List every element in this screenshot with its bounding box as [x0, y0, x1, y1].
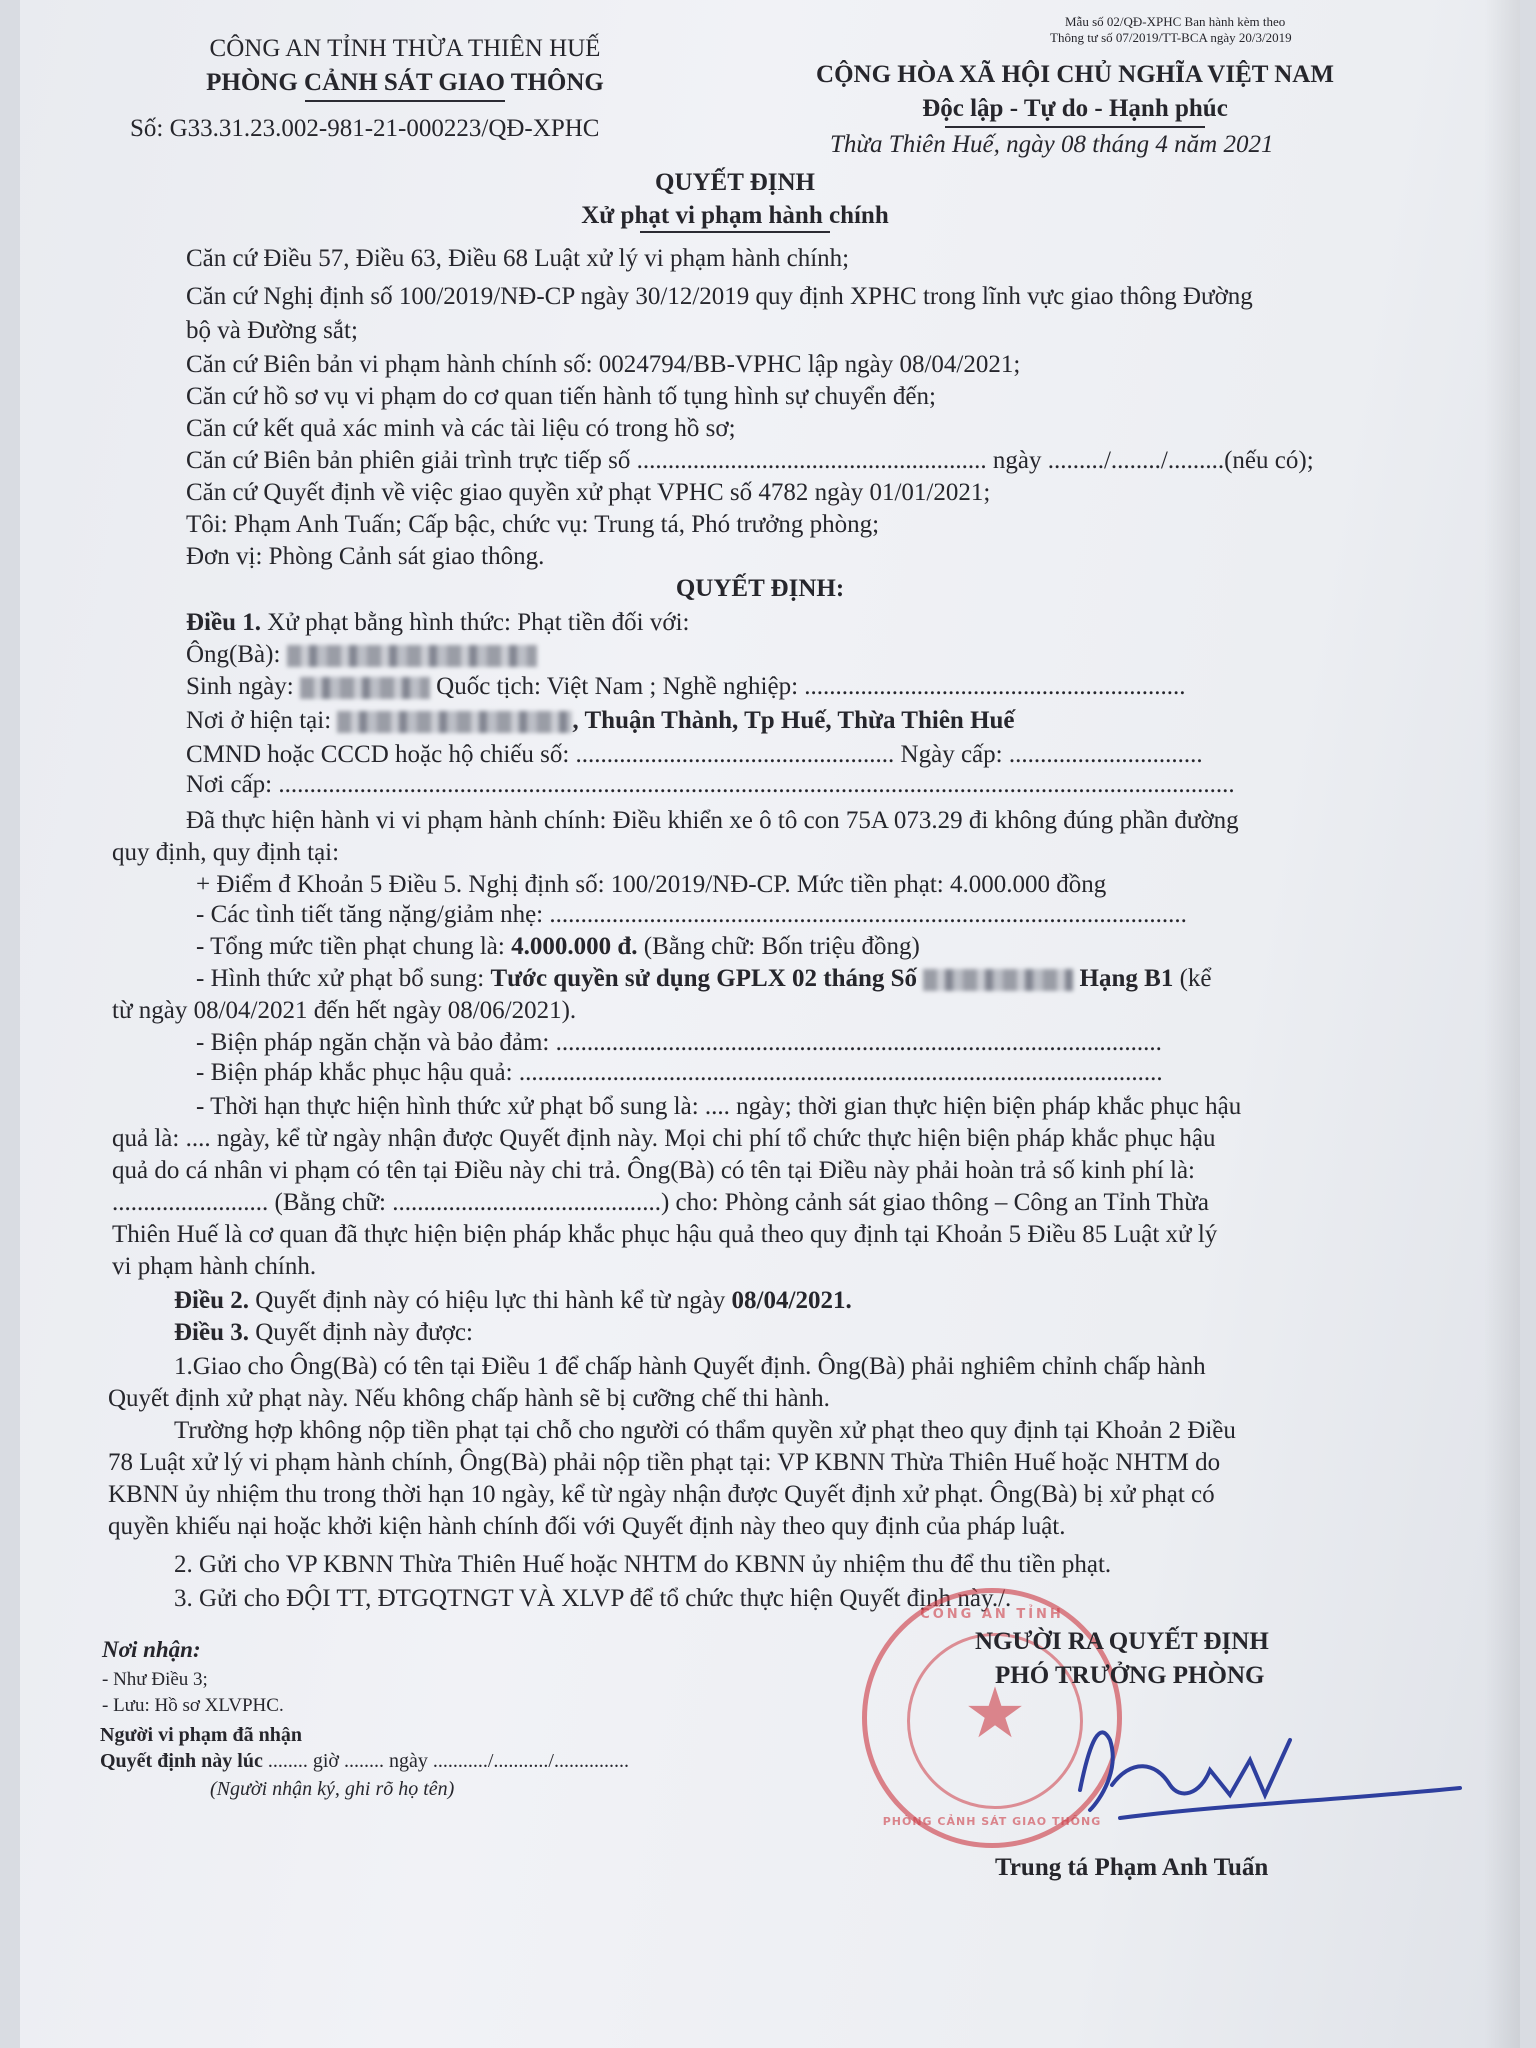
received-time-label: Quyết định này lúc: [100, 1750, 263, 1772]
star-emblem-icon: ★: [963, 1672, 1027, 1754]
received-time-line: [100, 1748, 629, 1774]
dob-label: Sinh ngày:: [186, 673, 294, 700]
department-name: PHÒNG CẢNH SÁT GIAO THÔNG: [206, 69, 604, 96]
total-fine-label: - Tổng mức tiền phạt chung là:: [196, 933, 505, 960]
additional-penalty-line: [196, 962, 1212, 995]
article2-label: Điều 2.: [174, 1287, 249, 1314]
article1-text: Xử phạt bằng hình thức: Phạt tiền đối với:: [267, 609, 690, 636]
document-page: [20, 0, 1520, 2048]
country-name: CỘNG HÒA XÃ HỘI CHỦ NGHĨA VIỆT NAM: [816, 61, 1334, 88]
name-label: Ông(Bà):: [186, 641, 281, 668]
total-fine-words: (Bằng chữ: Bốn triệu đồng): [643, 933, 920, 960]
signer-name: Trung tá Phạm Anh Tuấn: [995, 1854, 1269, 1881]
form-note-line2: Thông tư số 07/2019/TT-BCA ngày 20/3/2019: [1050, 30, 1292, 45]
article3-label: Điều 3.: [174, 1319, 249, 1346]
article3-item: 78 Luật xử lý vi phạm hành chính, Ông(Bà) phải nộp tiền phạt tại: VP KBNN Thừa Thiên Huế hoặc NHTM do: [108, 1449, 1221, 1476]
received-time-blanks: ........ giờ ........ ngày .........../.........../...............: [267, 1750, 629, 1772]
basis-line: bộ và Đường sắt;: [186, 317, 358, 344]
recipient-line: - Lưu: Hồ sơ XLVPHC.: [102, 1695, 284, 1716]
article2: [174, 1284, 852, 1317]
total-fine-line: [196, 930, 920, 963]
article3-item: Trường hợp không nộp tiền phạt tại chỗ cho người có thẩm quyền xử phạt theo quy định tại Khoản 2 Điều: [174, 1417, 1236, 1444]
basis-line: Căn cứ Quyết định về việc giao quyền xử phạt VPHC số 4782 ngày 01/01/2021;: [186, 479, 991, 506]
agency-name: CÔNG AN TỈNH THỪA THIÊN HUẾ: [209, 35, 601, 62]
article2-date: 08/04/2021.: [731, 1287, 852, 1314]
received-label: Người vi phạm đã nhận: [100, 1724, 303, 1746]
article3-text: Quyết định này được:: [255, 1319, 473, 1346]
person-name-line: [186, 638, 537, 671]
violation-line: Đã thực hiện hành vi vi phạm hành chính: Điều khiển xe ô tô con 75A 073.29 đi không đúng phần đường: [186, 807, 1239, 834]
handwritten-signature: [1060, 1700, 1480, 1840]
address-visible: Thuận Thành, Tp Huế, Thừa Thiên Huế: [584, 707, 1015, 734]
term-line: Thiên Huế là cơ quan đã thực hiện biện pháp khắc phục hậu quả theo quy định tại Khoản 5 Điều 85 Luật xử lý: [112, 1221, 1218, 1248]
additional-penalty-period: từ ngày 08/04/2021 đến hết ngày 08/06/2021).: [112, 997, 577, 1024]
address-label: Nơi ở hiện tại:: [186, 707, 332, 734]
article2-text: Quyết định này có hiệu lực thi hành kể từ ngày: [255, 1287, 726, 1314]
stamp-bottom-text: PHÒNG CẢNH SÁT GIAO THÔNG: [882, 1815, 1102, 1828]
redacted-address: [337, 711, 572, 733]
article1-intro: [186, 606, 689, 639]
article1-label: Điều 1.: [186, 609, 261, 636]
total-fine-amount: 4.000.000 đ.: [511, 933, 638, 960]
license-class: Hạng B1: [1079, 965, 1174, 992]
legal-rule: + Điểm đ Khoản 5 Điều 5. Nghị định số: 100/2019/NĐ-CP. Mức tiền phạt: 4.000.000 đồng: [196, 871, 1107, 898]
basis-line: Đơn vị: Phòng Cảnh sát giao thông.: [186, 543, 545, 570]
recipient-line: - Như Điều 3;: [102, 1669, 208, 1690]
basis-line: Căn cứ Nghị định số 100/2019/NĐ-CP ngày 30/12/2019 quy định XPHC trong lĩnh vực giao thông Đường: [186, 283, 1253, 310]
dob-line: [186, 670, 1186, 703]
basis-line: Căn cứ Biên bản phiên giải trình trực tiếp số ........................................................ ngày ........./......../.........(nếu có);: [186, 447, 1314, 474]
signer-position: PHÓ TRƯỞNG PHÒNG: [995, 1662, 1265, 1689]
basis-line: Căn cứ Biên bản vi phạm hành chính số: 0024794/BB-VPHC lập ngày 08/04/2021;: [186, 351, 1021, 378]
redacted-dob: [300, 677, 430, 699]
place-date: Thừa Thiên Huế, ngày 08 tháng 4 năm 2021: [830, 131, 1274, 158]
form-note-line1: Mẫu số 02/QĐ-XPHC Ban hành kèm theo: [1065, 14, 1286, 29]
redacted-name: [287, 645, 537, 667]
additional-penalty-tail: (kể: [1179, 965, 1212, 992]
article3-item: KBNN ủy nhiệm thu trong thời hạn 10 ngày, kể từ ngày nhận được Quyết định xử phạt. Ông(Bà) bị xử phạt có: [108, 1481, 1215, 1508]
article3: [174, 1316, 473, 1349]
document-title: QUYẾT ĐỊNH: [655, 169, 815, 196]
stamp-top-text: CÔNG AN TỈNH: [920, 1607, 1064, 1622]
signer-title: NGƯỜI RA QUYẾT ĐỊNH: [975, 1628, 1269, 1655]
subtitle-underline: [640, 231, 830, 233]
article3-item: 1.Giao cho Ông(Bà) có tên tại Điều 1 để chấp hành Quyết định. Ông(Bà) phải nghiêm chỉnh chấp hành: [174, 1353, 1206, 1380]
basis-line: Căn cứ hồ sơ vụ vi phạm do cơ quan tiến hành tố tụng hình sự chuyển đến;: [186, 383, 936, 410]
recipients-heading: Nơi nhận:: [102, 1637, 201, 1662]
article3-item: 3. Gửi cho ĐỘI TT, ĐTGQTNGT VÀ XLVP để tổ chức thực hiện Quyết định này./.: [174, 1585, 1012, 1612]
term-line: ......................... (Bằng chữ: ...........................................) cho: Phòng cảnh sát giao thông – Công an Tỉnh Thừa: [112, 1189, 1209, 1216]
id-line: CMND hoặc CCCD hoặc hộ chiếu số: ................................................... Ngày cấp: ...............................: [186, 741, 1203, 768]
national-motto: Độc lập - Tự do - Hạnh phúc: [922, 95, 1228, 122]
article3-item: quyền khiếu nại hoặc khởi kiện hành chính đối với Quyết định này theo quy định của pháp luật.: [108, 1513, 1066, 1540]
article3-item: 2. Gửi cho VP KBNN Thừa Thiên Huế hoặc NHTM do KBNN ủy nhiệm thu để thu tiền phạt.: [174, 1551, 1112, 1578]
redacted-license-number: [923, 969, 1073, 991]
basis-line: Căn cứ kết quả xác minh và các tài liệu có trong hồ sơ;: [186, 415, 736, 442]
additional-penalty-text: Tước quyền sử dụng GPLX 02 tháng Số: [490, 965, 918, 992]
address-line: Nơi ở hiện tại: , Thuận Thành, Tp Huế, Thừa Thiên Huế: [186, 707, 1015, 734]
page-shadow: [1484, 0, 1520, 2048]
basis-line: Căn cứ Điều 57, Điều 63, Điều 68 Luật xử lý vi phạm hành chính;: [186, 245, 850, 272]
article3-item: Quyết định xử phạt này. Nếu không chấp hành sẽ bị cưỡng chế thi hành.: [108, 1385, 830, 1412]
remedy-measures: - Biện pháp khắc phục hậu quả: .......................................................................................................: [196, 1059, 1163, 1086]
additional-penalty-label: - Hình thức xử phạt bổ sung:: [196, 965, 485, 992]
term-line: - Thời hạn thực hiện hình thức xử phạt bổ sung là: .... ngày; thời gian thực hiện biện pháp khắc phục hậu: [196, 1093, 1242, 1120]
prevention-measures: - Biện pháp ngăn chặn và bảo đảm: .................................................................................................: [196, 1029, 1162, 1056]
decision-number: Số: G33.31.23.002-981-21-000223/QĐ-XPHC: [130, 115, 600, 142]
basis-line: Tôi: Phạm Anh Tuấn; Cấp bậc, chức vụ: Trung tá, Phó trưởng phòng;: [186, 511, 880, 538]
department-underline: [305, 100, 505, 102]
circumstances: - Các tình tiết tăng nặng/giảm nhẹ: ......................................................................................................: [196, 901, 1187, 928]
decision-heading: QUYẾT ĐỊNH:: [675, 575, 845, 602]
term-line: quả do cá nhân vi phạm có tên tại Điều này chi trả. Ông(Bà) có tên tại Điều này phải hoàn trả số kinh phí là:: [112, 1157, 1196, 1184]
recipient-signature-note: (Người nhận ký, ghi rõ họ tên): [210, 1778, 455, 1800]
violation-line: quy định, quy định tại:: [112, 839, 340, 866]
term-line: quả là: .... ngày, kể từ ngày nhận được Quyết định này. Mọi chi phí tổ chức thực hiện biện pháp khắc phục hậu: [112, 1125, 1216, 1152]
term-line: vi phạm hành chính.: [112, 1253, 317, 1280]
issue-place-line: Nơi cấp: .........................................................................................................................................................: [186, 771, 1235, 798]
document-subtitle: Xử phạt vi phạm hành chính: [581, 202, 889, 229]
nationality-occupation: Quốc tịch: Việt Nam ; Nghề nghiệp: .............................................................: [436, 673, 1186, 700]
